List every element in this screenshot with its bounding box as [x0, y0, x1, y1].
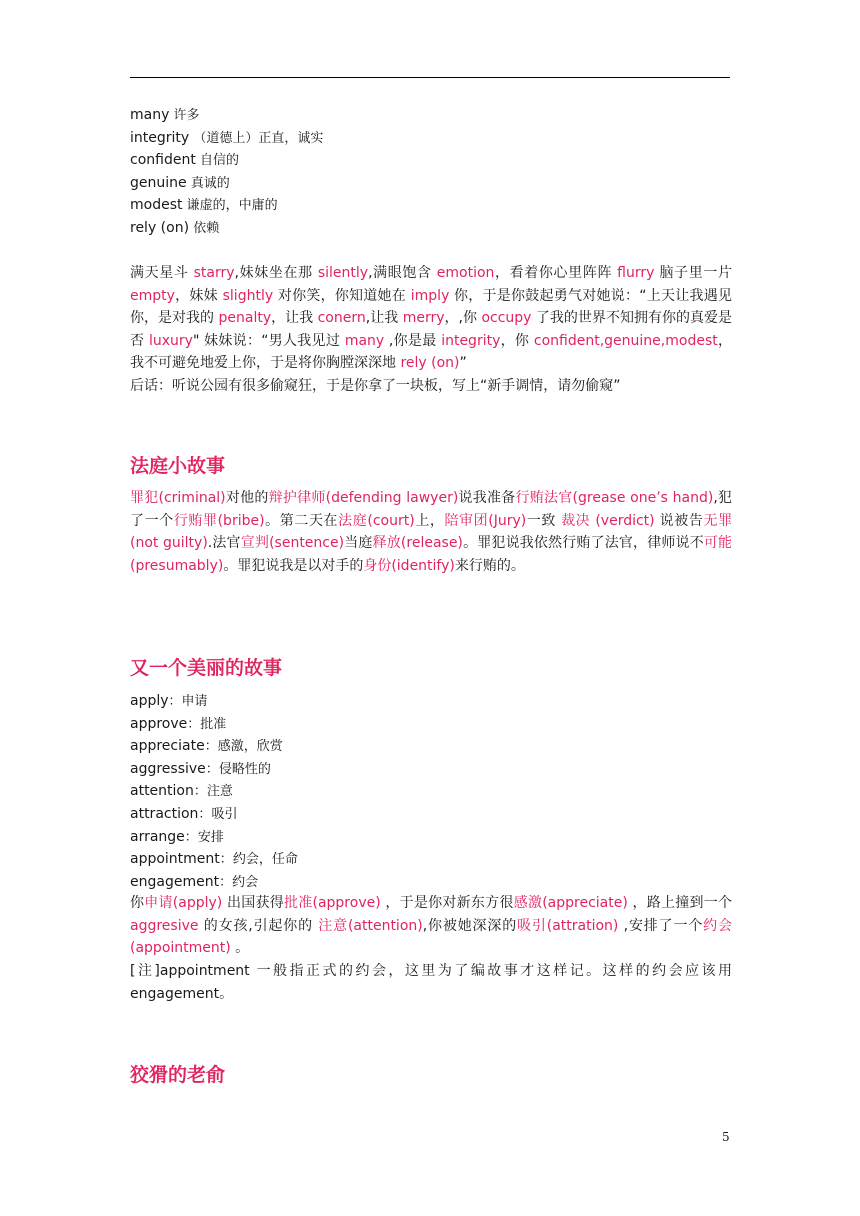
vocab-meaning: 许多 — [173, 108, 200, 123]
vocab-list-3 — [130, 690, 732, 893]
vocab-word: engagement — [130, 873, 220, 890]
story-afterword: 后话：听说公园有很多偷窥狂，于是你拿了一块板，写上“新手调情，请勿偷窥” — [130, 378, 621, 394]
text-run: ，你 — [500, 332, 534, 349]
vocab-meaning: 真诚的 — [190, 175, 230, 191]
vocab-entry — [130, 104, 732, 127]
vocab-meaning: 批准 — [200, 716, 227, 732]
vocab-word: approve — [130, 715, 188, 732]
text-run: 脑子里一片 — [654, 265, 733, 281]
highlighted-term: 注意 — [318, 917, 348, 934]
vocab-entry — [130, 149, 732, 172]
highlighted-term: 释放 — [372, 535, 401, 552]
vocab-word: modest — [130, 197, 183, 214]
vocab-entry: aggressive：侵略性的 — [130, 760, 271, 777]
text-run: 上， — [414, 512, 445, 529]
highlighted-term: (verdict) — [590, 512, 655, 529]
vocab-entry: attraction：吸引 — [130, 805, 238, 822]
highlighted-term: starry — [193, 265, 235, 281]
highlighted-term: (bribe) — [217, 512, 265, 529]
highlighted-term: 法庭 — [338, 512, 368, 529]
highlighted-term: (sentence) — [269, 535, 345, 552]
vocab-meaning: 约会 — [232, 874, 259, 890]
highlighted-term: aggresive — [130, 917, 199, 934]
highlighted-term: (presumably) — [130, 557, 224, 574]
vocab-word: integrity — [130, 129, 190, 146]
text-run: 。罪犯说我是以对手的 — [223, 557, 364, 574]
vocab-word: arrange — [130, 828, 185, 845]
highlighted-term: (defending lawyer) — [325, 490, 459, 506]
text-run: ,你是最 — [384, 332, 442, 349]
highlighted-term: (court) — [367, 512, 415, 529]
highlighted-term: integrity — [441, 332, 501, 349]
vocab-meaning: 注意 — [206, 784, 233, 800]
vocab-word: aggressive — [130, 760, 206, 777]
vocab-entry: attention：注意 — [130, 783, 233, 800]
story-paragraph-3 — [130, 892, 732, 960]
text-run: ,你被她深深的 — [422, 917, 518, 934]
highlighted-term: merry — [402, 310, 445, 327]
highlighted-term: (release) — [400, 535, 463, 552]
text-run: 对你笑，你知道她在 — [273, 287, 411, 304]
highlighted-term: occupy — [481, 310, 532, 327]
highlighted-term: (approve) — [312, 895, 381, 911]
highlighted-term: 吸引 — [517, 917, 547, 934]
text-run: ,犯了一个 — [130, 490, 733, 529]
highlighted-term: (criminal) — [158, 490, 226, 506]
vocab-meaning: 感激，欣赏 — [217, 739, 283, 755]
highlighted-term: empty — [130, 287, 175, 304]
vocab-entry — [130, 194, 732, 217]
highlighted-term: (apply) — [172, 895, 223, 911]
text-run: 你 — [130, 895, 145, 911]
text-run: ,满眼饱含 — [368, 265, 437, 281]
text-run: 出国获得 — [222, 895, 284, 911]
vocab-meaning: 安排 — [197, 829, 224, 845]
highlighted-term: flurry — [617, 265, 655, 281]
highlighted-term: silently — [317, 265, 369, 281]
vocab-entry — [130, 217, 732, 240]
highlighted-term: emotion — [436, 265, 495, 281]
vocab-word: genuine — [130, 174, 187, 191]
vocab-meaning: 侵略性的 — [218, 761, 271, 777]
text-run: ，让我 — [271, 310, 318, 327]
highlighted-term: (identify) — [391, 557, 455, 574]
text-run: 你，于是你鼓起勇气对她说：“上天让我遇见你，是对我的 — [130, 287, 733, 327]
highlighted-term: penalty — [218, 310, 272, 327]
text-run: " 妹妹说：“男人我见过 — [192, 332, 345, 349]
story-paragraph-2 — [130, 487, 732, 577]
vocab-word: attention — [130, 783, 194, 800]
vocab-entry: engagement：约会 — [130, 873, 259, 890]
header-rule — [130, 77, 730, 78]
text-run: ，我不可避免地爱上你，于是将你胸膛深深地 — [130, 332, 733, 372]
text-run: 来行贿的。 — [454, 557, 525, 574]
vocab-entry: appointment：约会，任命 — [130, 851, 298, 868]
highlighted-term: 陪审团 — [444, 512, 489, 529]
highlighted-term: 身份 — [363, 557, 392, 574]
vocab-list-1 — [130, 104, 732, 240]
highlighted-term: 行贿法官 — [515, 490, 573, 506]
vocab-meaning: 吸引 — [211, 806, 238, 822]
vocab-word: apply — [130, 693, 169, 709]
highlighted-term: rely (on) — [400, 355, 460, 372]
highlighted-term: 辩护律师 — [268, 490, 326, 506]
highlighted-term: (grease one’s hand) — [572, 490, 714, 506]
vocab-word: attraction — [130, 805, 199, 822]
highlighted-term: conern — [317, 310, 366, 327]
highlighted-term: 无罪 — [703, 512, 733, 529]
vocab-entry: arrange：安排 — [130, 828, 224, 845]
story-paragraph-1 — [130, 262, 732, 375]
vocab-entry: apply：申请 — [130, 693, 208, 709]
text-run: 满天星斗 — [130, 265, 194, 281]
vocab-entry — [130, 127, 732, 150]
vocab-word: appointment — [130, 851, 220, 868]
page-number: 5 — [722, 1130, 730, 1144]
vocab-entry — [130, 172, 732, 195]
vocab-meaning: 自信的 — [199, 153, 239, 169]
text-run: ，看着你心里阵阵 — [494, 265, 618, 281]
vocab-meaning: 约会，任命 — [232, 852, 298, 868]
highlighted-term: 宣判 — [240, 535, 270, 552]
text-run: ,安排了一个 — [618, 917, 704, 934]
highlighted-term: 感激 — [513, 895, 543, 911]
highlighted-term: (appreciate) — [542, 895, 628, 911]
highlighted-term: 约会 — [703, 917, 733, 934]
highlighted-term: confident,genuine,modest — [533, 332, 718, 349]
text-run: ，路上撞到一个 — [627, 895, 733, 911]
vocab-meaning: 谦虚的，中庸的 — [186, 198, 278, 214]
text-run: 。 — [230, 940, 250, 957]
vocab-entry: appreciate：感激，欣赏 — [130, 738, 283, 755]
text-run: .法官 — [207, 535, 241, 552]
highlighted-term: (appointment) — [130, 940, 231, 957]
text-run: 对他的 — [225, 490, 269, 506]
note-paragraph: [注]appointment 一般指正式的约会，这里为了编故事才这样记。这样的约会应该用 engagement。 — [130, 963, 732, 1002]
vocab-word: many — [130, 107, 170, 123]
text-run: 当庭 — [344, 535, 373, 552]
vocab-meaning: （道德上）正直，诚实 — [193, 130, 324, 146]
highlighted-term: 行贿罪 — [173, 512, 218, 529]
vocab-word: confident — [130, 152, 196, 169]
text-run: ” — [459, 355, 467, 372]
text-run: ,妹妹坐在那 — [234, 265, 318, 281]
vocab-word: appreciate — [130, 738, 205, 755]
highlighted-term: 可能 — [703, 535, 733, 552]
vocab-meaning: 申请 — [181, 694, 208, 709]
text-run: 一致 — [526, 512, 562, 529]
highlighted-term: slightly — [222, 287, 274, 304]
vocab-entry: approve：批准 — [130, 715, 227, 732]
highlighted-term: 罪犯 — [130, 490, 159, 506]
highlighted-term: (not guilty) — [130, 535, 208, 552]
heading-sly-yu: 狡猾的老俞 — [130, 1064, 226, 1086]
text-run: ,让我 — [365, 310, 403, 327]
highlighted-term: imply — [410, 287, 450, 304]
highlighted-term: (attention) — [347, 917, 423, 934]
vocab-word: rely (on) — [130, 219, 190, 236]
text-run: 了我的世界不知拥有你的真爱是否 — [130, 310, 732, 349]
text-run: 。罪犯说我依然行贿了法官，律师说不 — [462, 535, 704, 552]
text-run: 的女孩,引起你的 — [198, 917, 319, 934]
text-run: ，妹妹 — [174, 287, 223, 304]
highlighted-term: (Jury) — [488, 512, 527, 529]
highlighted-term: 裁决 — [561, 512, 591, 529]
highlighted-term: luxury — [149, 332, 193, 349]
text-run: ，,你 — [444, 310, 482, 327]
highlighted-term: (attration) — [546, 917, 619, 934]
heading-court-story: 法庭小故事 — [130, 455, 226, 477]
text-run: 。第二天在 — [264, 512, 339, 529]
text-run: ，于是你对新东方很 — [380, 895, 514, 911]
vocab-meaning: 依赖 — [193, 220, 220, 236]
highlighted-term: 批准 — [283, 895, 313, 911]
highlighted-term: many — [344, 332, 385, 349]
text-run: 说我准备 — [458, 490, 516, 506]
text-run: 说被告 — [654, 512, 704, 529]
highlighted-term: 申请 — [144, 895, 173, 911]
heading-beautiful-story: 又一个美丽的故事 — [130, 657, 283, 679]
